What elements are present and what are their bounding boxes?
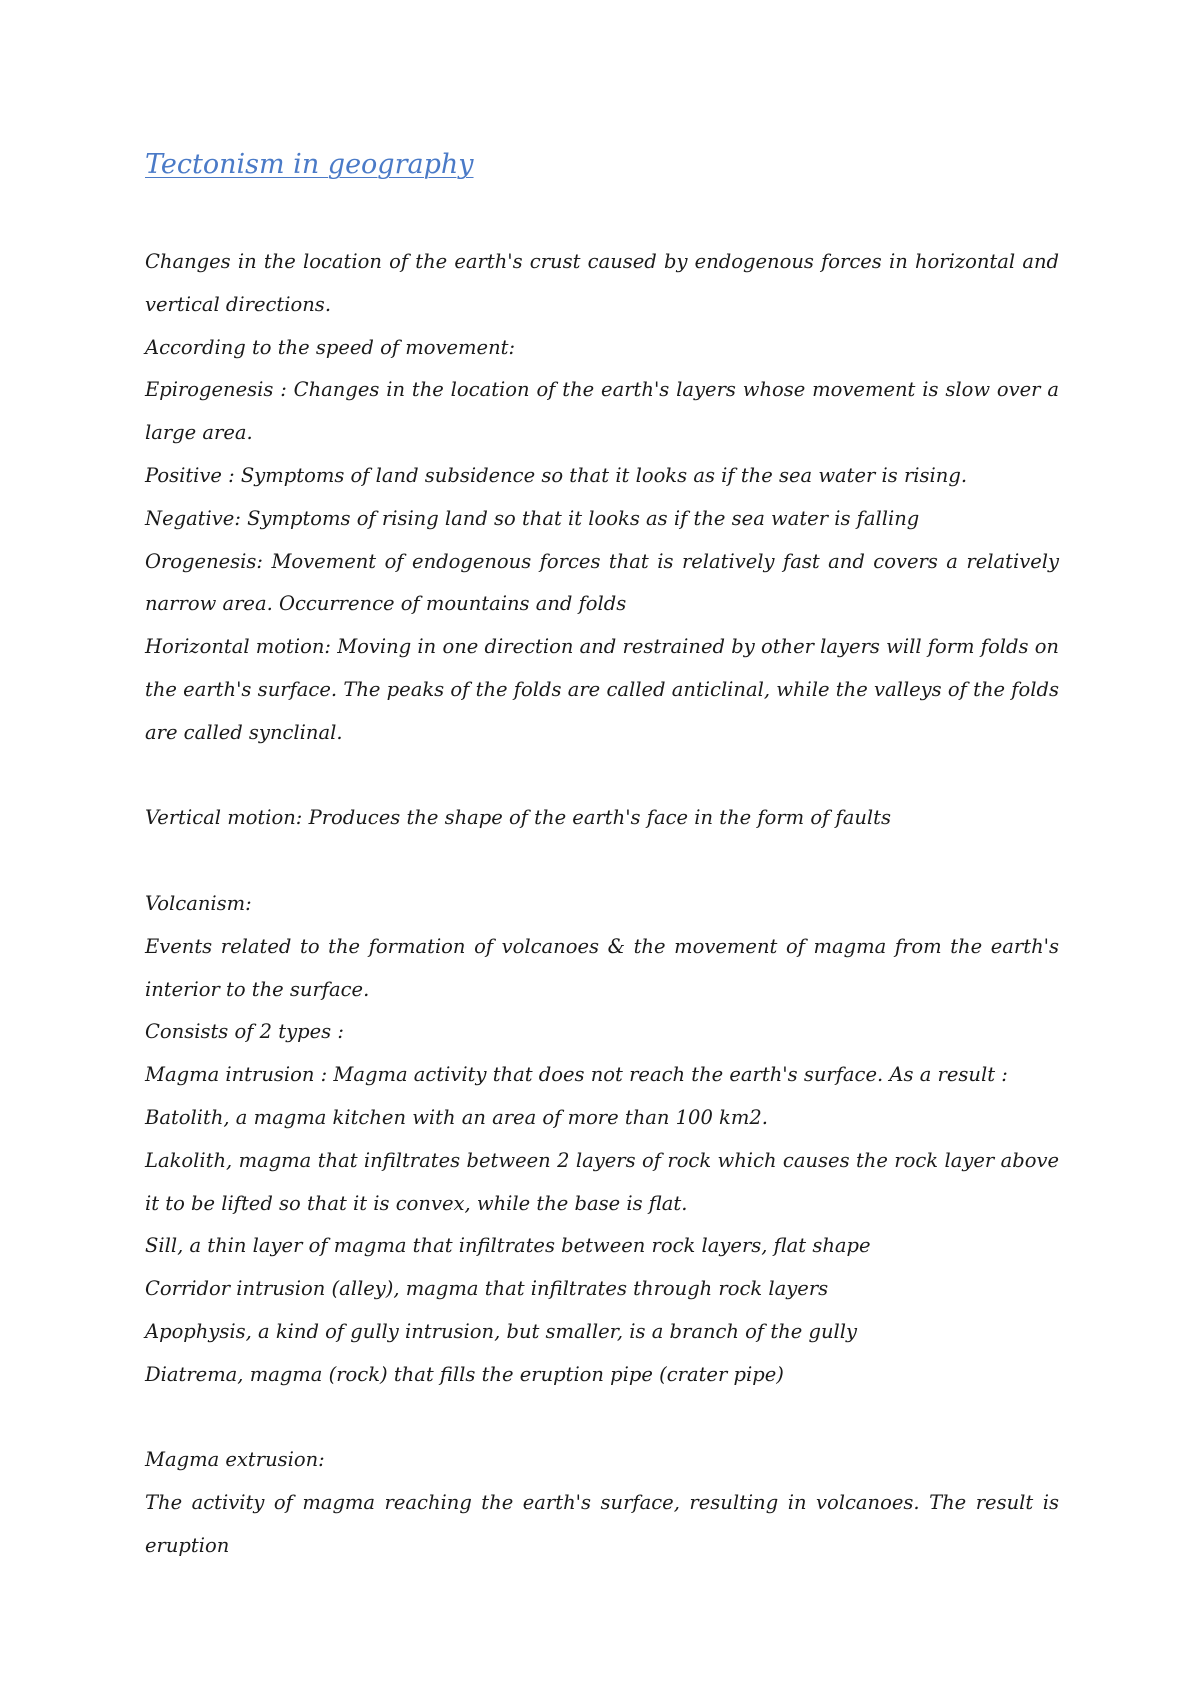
blank-line: [145, 1397, 1059, 1440]
paragraph-positive: Positive : Symptoms of land subsidence so that it looks as if the sea water is rising.: [145, 463, 968, 487]
paragraph-apophysis: Apophysis, a kind of gully intrusion, but smaller, is a branch of the gully: [145, 1319, 858, 1343]
paragraph-magma-extrusion-heading: Magma extrusion:: [145, 1448, 325, 1472]
blank-line: [145, 755, 1059, 798]
paragraph-lakolith: Lakolith, magma that infiltrates between 2 layers of rock which causes the rock layer above it to be lifted so that it is convex, while the base is flat.: [145, 1148, 1059, 1215]
paragraph-orogenesis: Orogenesis: Movement of endogenous forces that is relatively fast and covers a relatively narrow area. Occurrence of mountains and folds: [145, 549, 1059, 616]
paragraph-horizontal-motion: Horizontal motion: Moving in one direction and restrained by other layers will form folds on the earth's surface. The peaks of the folds are called anticlinal, while the valleys of the folds are called synclinal.: [145, 635, 1059, 744]
paragraph-definition: Changes in the location of the earth's crust caused by endogenous forces in horizontal and vertical directions.: [145, 250, 1059, 316]
blank-line: [145, 840, 1059, 883]
paragraph-volcanism-heading: Volcanism:: [145, 891, 252, 915]
paragraph-corridor-intrusion: Corridor intrusion (alley), magma that infiltrates through rock layers: [145, 1277, 829, 1301]
paragraph-speed-heading: According to the speed of movement:: [145, 335, 516, 359]
paragraph-diatrema: Diatrema, magma (rock) that fills the eruption pipe (crater pipe): [145, 1362, 784, 1386]
paragraph-sill: Sill, a thin layer of magma that infiltrates between rock layers, flat shape: [145, 1234, 871, 1258]
paragraph-batolith: Batolith, a magma kitchen with an area of more than 100 km2.: [145, 1105, 768, 1129]
paragraph-types: Consists of 2 types :: [145, 1020, 344, 1044]
paragraph-magma-intrusion: Magma intrusion : Magma activity that does not reach the earth's surface. As a result :: [145, 1063, 1008, 1087]
document-title: Tectonism in geography: [145, 149, 474, 180]
paragraph-epirogenesis: Epirogenesis : Changes in the location of the earth's layers whose movement is slow over a large area.: [145, 378, 1059, 445]
paragraph-magma-extrusion: The activity of magma reaching the earth's surface, resulting in volcanoes. The result is eruption: [145, 1491, 1059, 1557]
document-body: [145, 241, 1059, 1568]
paragraph-vertical-motion: Vertical motion: Produces the shape of the earth's face in the form of faults: [145, 806, 891, 830]
paragraph-negative: Negative: Symptoms of rising land so that it looks as if the sea water is falling: [145, 506, 920, 530]
paragraph-volcanism-definition: Events related to the formation of volcanoes & the movement of magma from the earth's interior to the surface.: [145, 934, 1059, 1001]
